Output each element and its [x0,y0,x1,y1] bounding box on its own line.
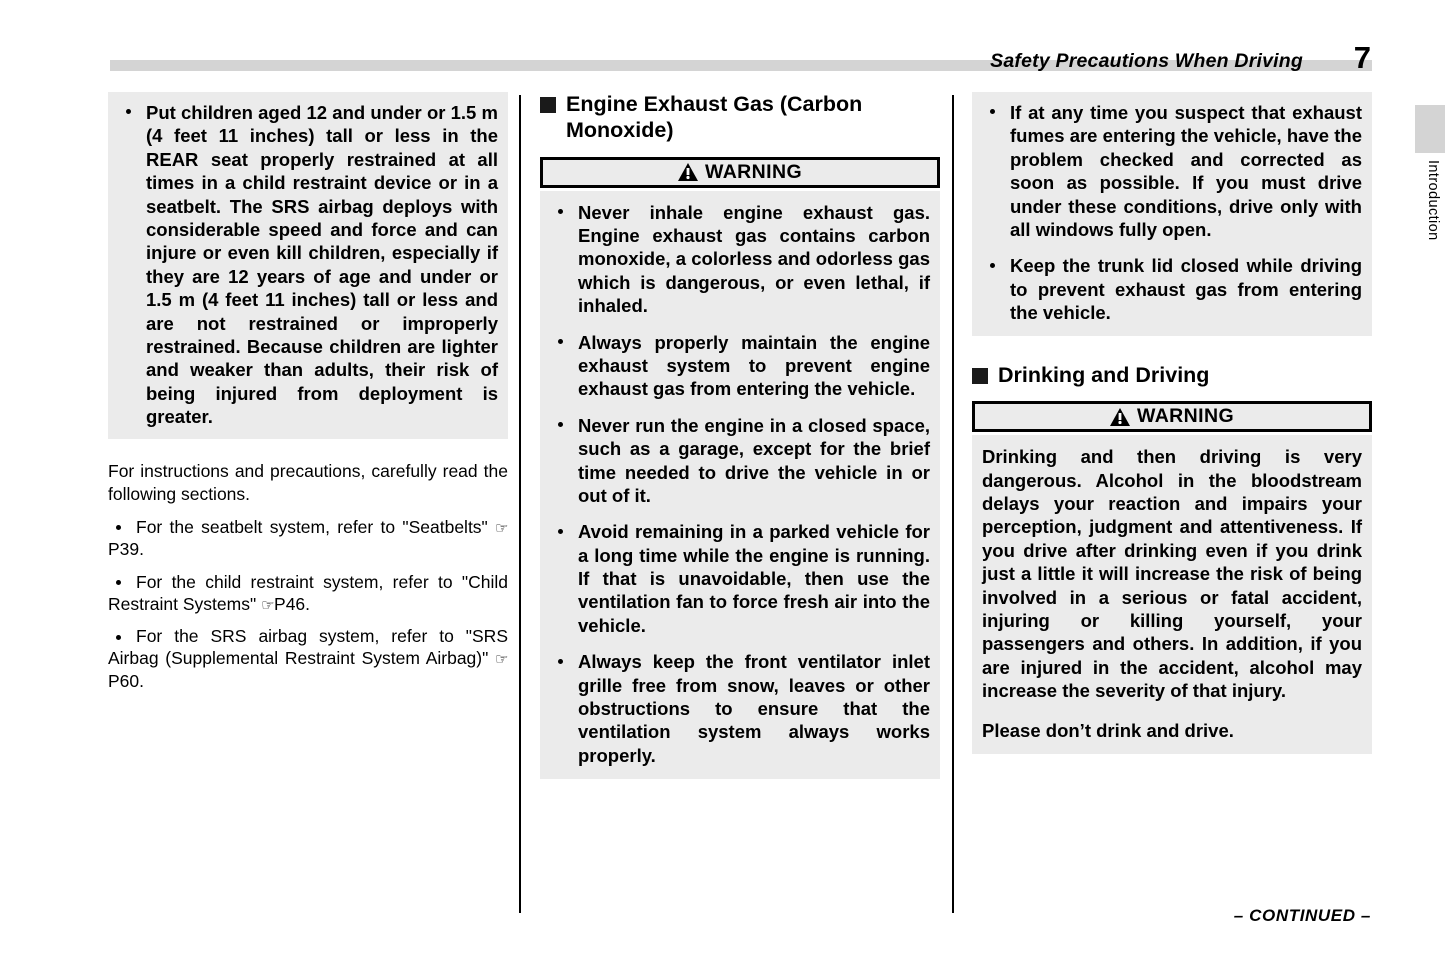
list-item [982,254,1362,324]
reference-page: P60. [108,671,144,692]
reference-page: P39. [108,539,144,560]
reference-text: For the seatbelt system, refer to "Seatbelts" [136,516,496,537]
list-item [982,101,1362,241]
reference-list [108,516,508,693]
warning-paragraph: Drinking and then driving is very dangerous. Alcohol in the bloodstream delays your reaction and impairs your perception, judgment and attentiveness. If you drive after drinking even if you drink just a little it will increase the risk of being involved in a serious or fatal accident, injuring or killing yourself, your passengers and others. In addition, if you are injured in the accident, alcohol may increase the severity of that injury. [982,446,1362,702]
list-item [550,331,930,401]
bullet-text: Avoid remaining in a parked vehicle for a long time while the engine is running. If that is unavoidable, then use the ventilation fan to force fresh air into the vehicle. [578,521,930,636]
footer-continued: – CONTINUED – [1233,906,1371,925]
exhaust-warning-list-continued [982,101,1362,325]
page-number: 7 [1353,40,1371,75]
children-warning-list [118,101,498,428]
list-item [550,414,930,508]
column-divider-2 [952,95,954,913]
bullet-dot-icon [126,109,131,114]
bullet-text: Never inhale engine exhaust gas. Engine exhaust gas contains carbon monoxide, a colorless and odorless gas which is dangerous, or even lethal, if inhaled. [578,201,930,317]
section-heading-drinking [972,363,1372,389]
warning-triangle-icon [678,163,698,181]
bullet-dot-icon [558,422,563,427]
exhaust-warning-list [550,201,930,768]
children-warning-box [108,92,508,439]
bullet-dot-icon [990,109,995,114]
page-columns [0,92,1445,922]
square-bullet-icon [972,368,988,384]
bullet-dot-icon [116,635,121,640]
reference-page: P46. [274,593,311,614]
list-item [108,571,508,616]
bullet-dot-icon [116,525,121,530]
reference-text: For the child restraint system, refer to "Child Restraint Systems" [108,571,508,614]
warning-header-exhaust [540,157,940,188]
reference-text: For the SRS airbag system, refer to "SRS Airbag (Supplemental Restraint System Airbag)" [108,626,508,669]
page-title: Safety Precautions When Driving [990,50,1303,72]
bullet-dot-icon [558,339,563,344]
section-title: Drinking and Driving [998,362,1210,387]
list-item [108,625,508,692]
section-title: Engine Exhaust Gas (Carbon Monoxide) [566,92,863,142]
column-2 [540,92,940,779]
reference-intro: For instructions and precautions, carefully read the following sections. [108,461,508,504]
list-item [550,520,930,637]
pointing-hand-icon: ☞ [261,596,275,614]
bullet-dot-icon [990,263,995,268]
bullet-text: Put children aged 12 and under or 1.5 m (4 feet 11 inches) tall or less in the REAR seat properly restrained at all times in a child restraint device or in a seatbelt. The SRS airbag deploys with considerable speed and force and can injure or even kill children, especially if they are 12 years of age and under or 1.5 m (4 feet 11 inches) tall or less and are not restrained or improperly restrained. Because children are lighter and weaker than adults, their risk of being injured from deployment is greater. [146,102,498,428]
section-heading-exhaust [540,92,940,144]
exhaust-warning-box-continued [972,92,1372,336]
page-header [0,0,1445,92]
column-3 [972,92,1372,754]
pointing-hand-icon: ☞ [495,519,508,537]
warning-label: WARNING [1136,405,1235,428]
bullet-text: If at any time you suspect that exhaust fumes are entering the vehicle, have the problem checked and corrected as soon as possible. If you must drive under these conditions, drive only with all windows fully open. [1010,102,1362,240]
square-bullet-icon [540,97,556,113]
bullet-text: Keep the trunk lid closed while driving to prevent exhaust gas from entering the vehicle. [1010,255,1362,324]
bullet-text: Always keep the front ventilator inlet grille free from snow, leaves or other obstructions to ensure that the ventilation system always works properly. [578,651,930,766]
reference-block [108,460,508,692]
list-item [550,201,930,318]
warning-body-exhaust [540,191,940,780]
column-divider-1 [519,95,521,913]
bullet-text: Always properly maintain the engine exhaust system to prevent engine exhaust gas from entering the vehicle. [578,331,930,400]
list-item [550,650,930,767]
warning-body-drinking [972,435,1372,754]
bullet-dot-icon [116,580,121,585]
side-tab-label: Introduction [1425,160,1441,241]
warning-triangle-icon [1110,408,1130,426]
warning-label: WARNING [704,160,803,183]
warning-paragraph: Please don’t drink and drive. [982,719,1234,741]
bullet-text: Never run the engine in a closed space, such as a garage, except for the brief time needed to drive the vehicle in or out of it. [578,414,930,506]
pointing-hand-icon: ☞ [495,651,508,669]
list-item [108,516,508,561]
bullet-dot-icon [558,659,563,664]
warning-header-drinking [972,401,1372,432]
column-1 [108,92,508,692]
bullet-dot-icon [558,529,563,534]
list-item [118,101,498,428]
bullet-dot-icon [558,209,563,214]
